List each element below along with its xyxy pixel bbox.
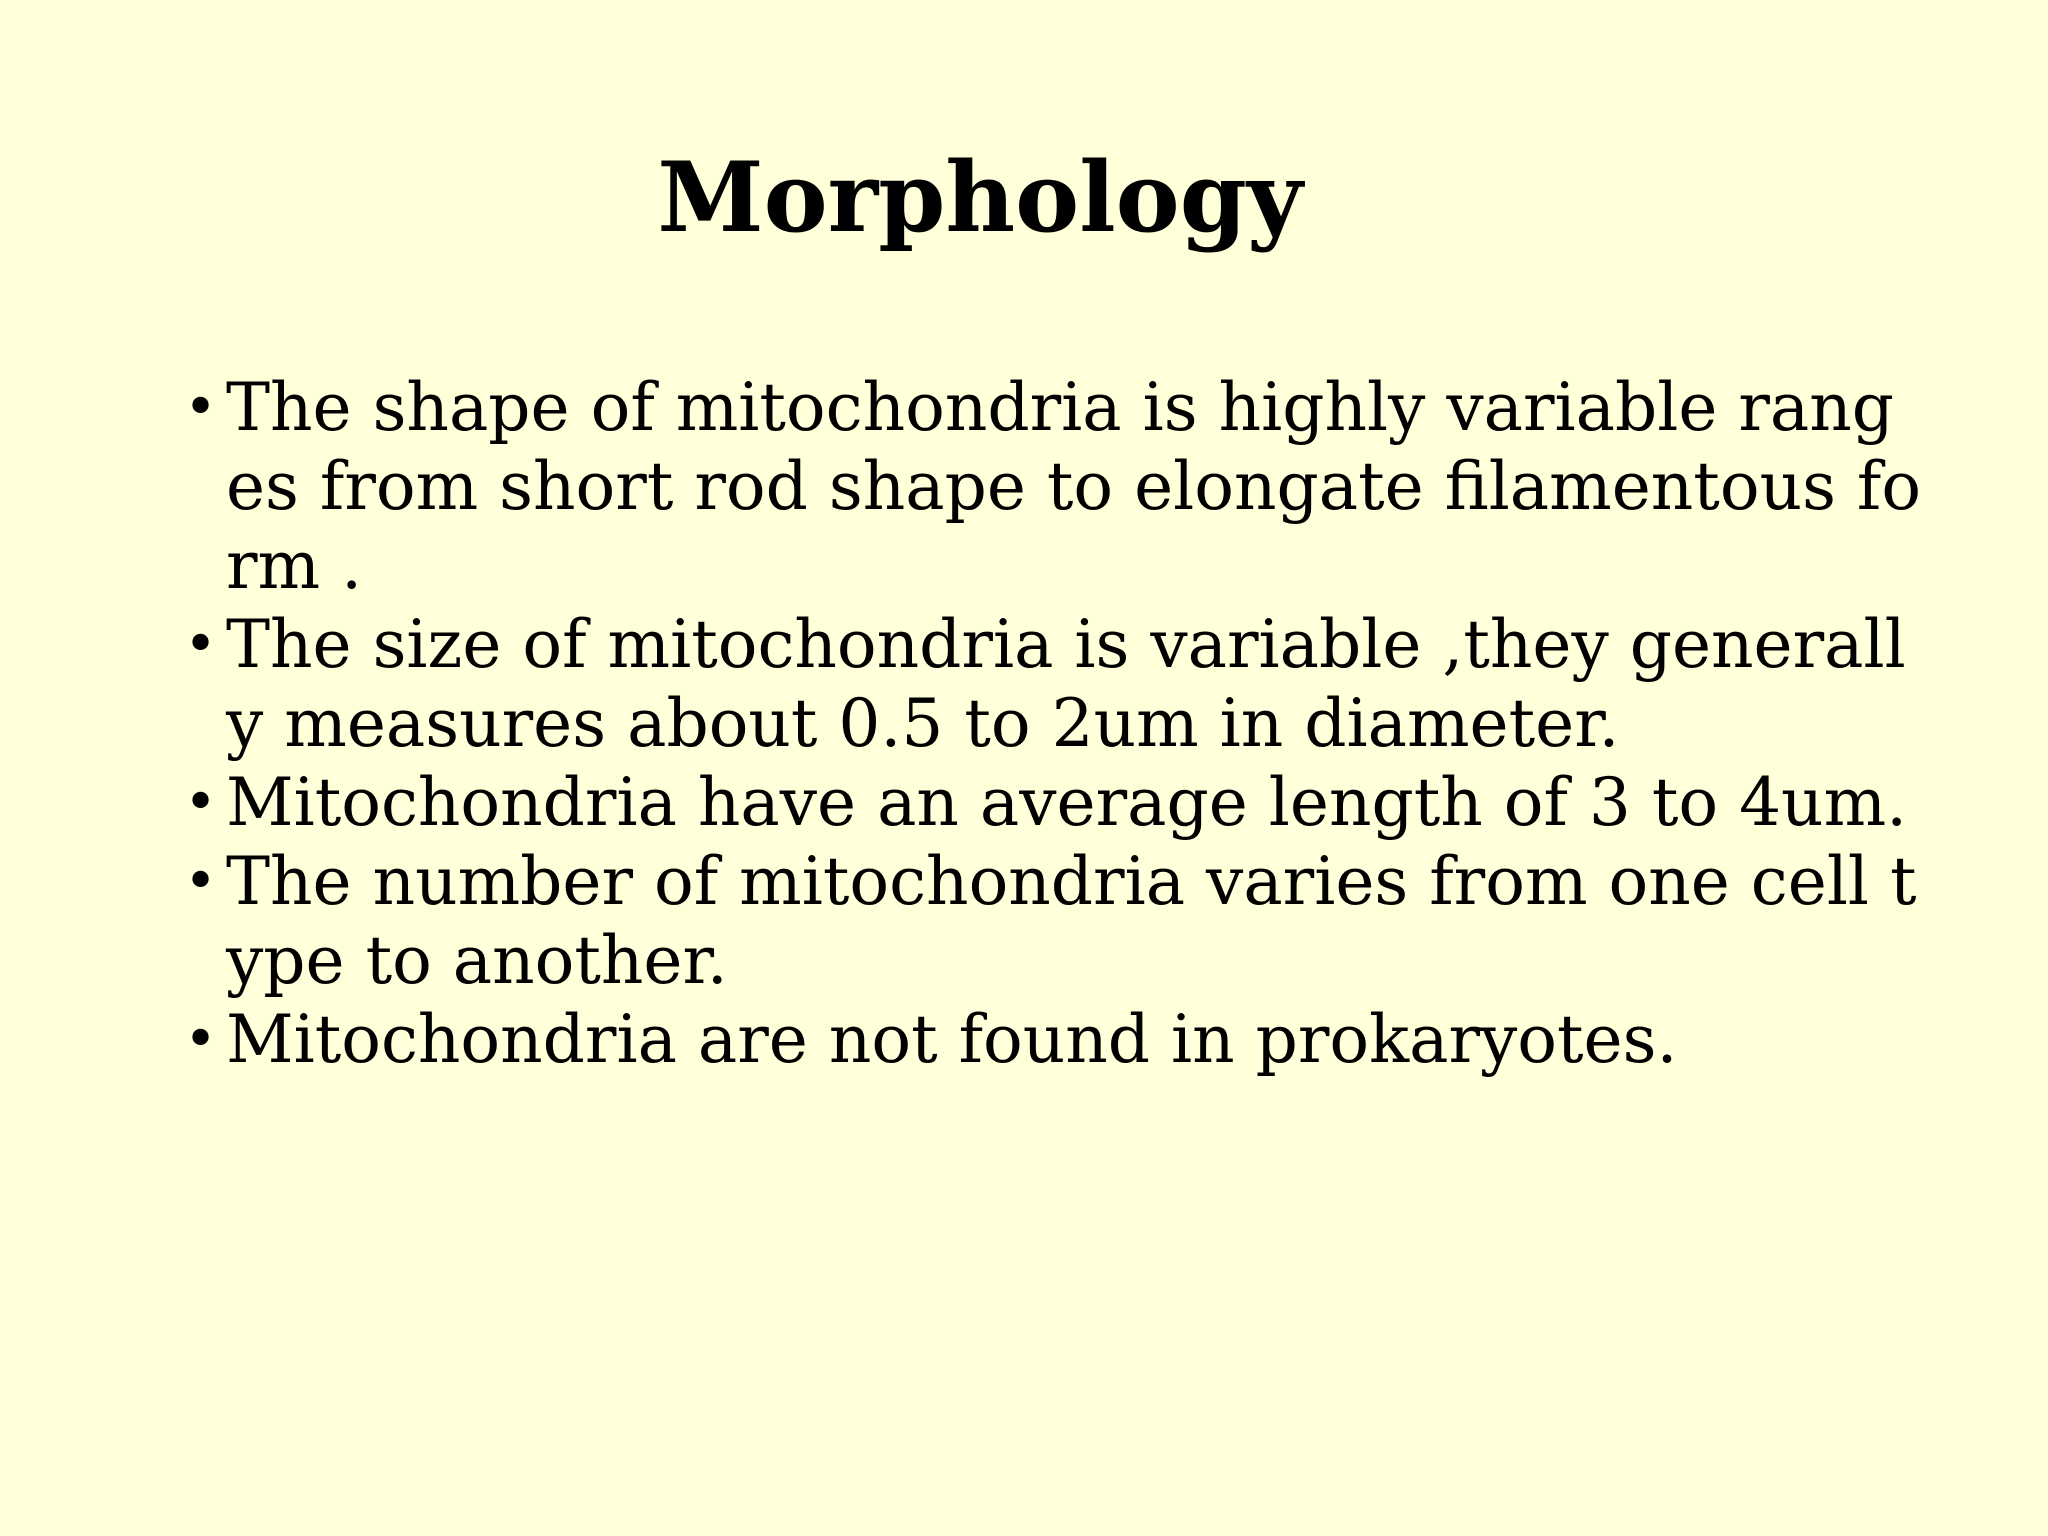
bullet-text-line: Mitochondria are not found in prokaryotes. [226,1001,1678,1078]
bullet-item [180,605,1940,763]
bullet-text-line: The shape of mitochondria is highly variable rang [226,369,1895,446]
bullet-icon: • [184,375,218,440]
bullet-text-line: rm . [226,527,363,604]
bullet-text-line: ype to another. [226,922,728,999]
bullet-text-line: es from short rod shape to elongate filamentous fo [226,448,1922,525]
bullet-icon: • [184,1007,218,1072]
bullet-text-line: The number of mitochondria varies from one cell t [226,843,1917,920]
bullet-item [180,368,1940,605]
slide-title: Morphology [657,141,1303,254]
bullet-text-line: y measures about 0.5 to 2um in diameter. [226,685,1620,762]
bullet-item [180,842,1940,1000]
bullet-item [180,1000,1940,1079]
bullet-list [180,368,1940,1079]
bullet-text-line: Mitochondria have an average length of 3 to 4um. [226,764,1908,841]
bullet-icon: • [184,849,218,914]
bullet-item [180,763,1940,842]
bullet-icon: • [184,612,218,677]
bullet-icon: • [184,770,218,835]
bullet-text-line: The size of mitochondria is variable ,they generall [226,606,1906,683]
